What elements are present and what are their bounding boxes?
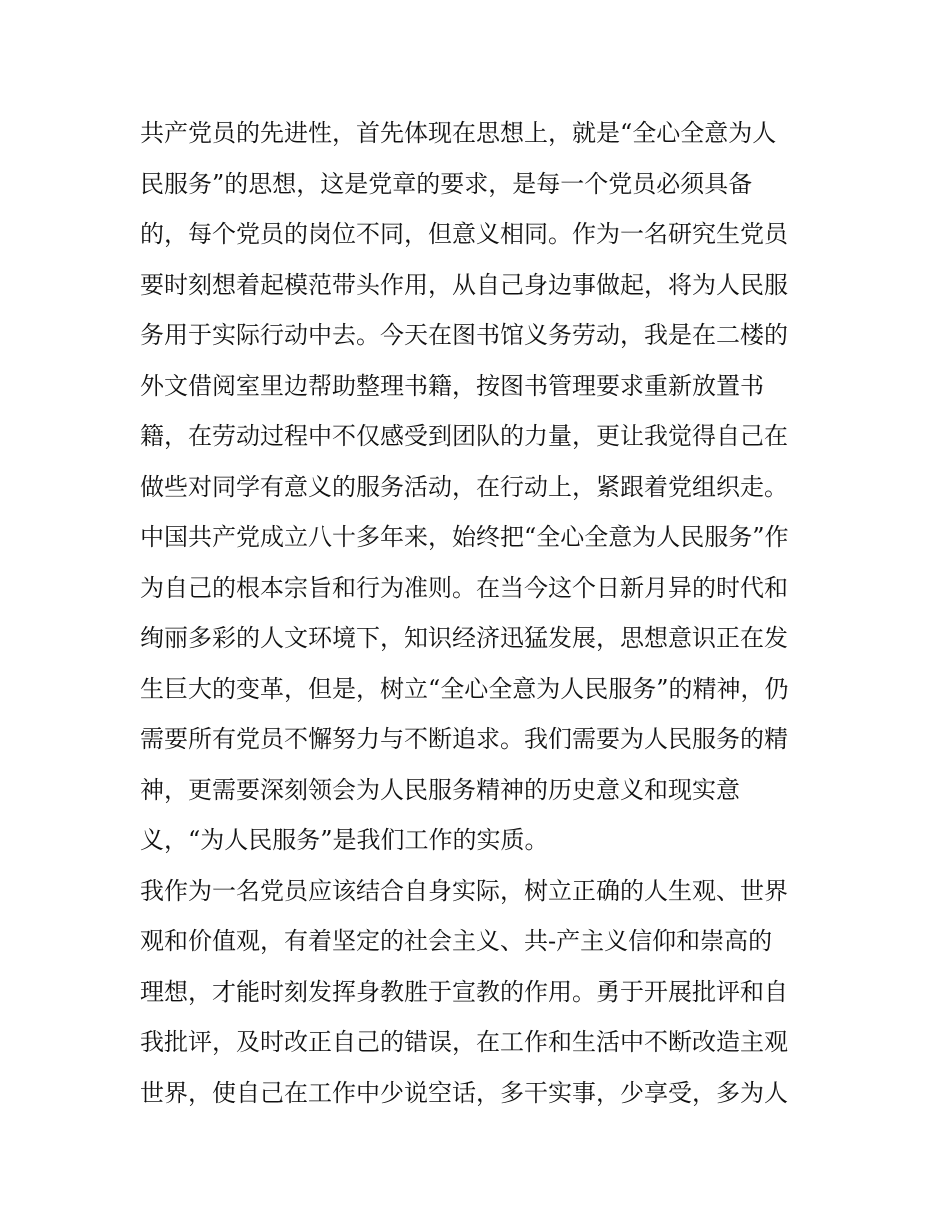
text-line-8: 做些对同学有意义的服务活动，在行动上，紧跟着党组织走。 [140, 472, 788, 501]
text-line-15: 义，“为人民服务”是我们工作的实质。 [140, 826, 549, 854]
text-line-5: 务用于实际行动中去。今天在图书馆义务劳动，我是在二楼的 [140, 321, 788, 349]
text-line-10: 为自己的根本宗旨和行为准则。在当今这个日新月异的时代和 [140, 573, 788, 602]
text-line-12: 生巨大的变革，但是，树立“全心全意为人民服务”的精神，仍 [140, 674, 789, 703]
text-line-4: 要时刻想着起模范带头作用，从自己身边事做起，将为人民服 [140, 270, 788, 299]
body-text [140, 108, 820, 1118]
text-line-18: 理想，才能时刻发挥身教胜于宣教的作用。勇于开展批评和自 [140, 977, 788, 1006]
text-line-20: 世界，使自己在工作中少说空话，多干实事，少享受，多为人 [140, 1078, 788, 1107]
text-line-1: 共产党员的先进性，首先体现在思想上，就是“全心全意为人 [140, 119, 777, 147]
text-line-16: 我作为一名党员应该结合自身实际，树立正确的人生观、世界 [140, 876, 788, 905]
text-line-13: 需要所有党员不懈努力与不断追求。我们需要为人民服务的精 [140, 725, 788, 753]
text-line-14: 神，更需要深刻领会为人民服务精神的历史意义和现实意 [140, 775, 740, 804]
text-line-2: 民服务”的思想，这是党章的要求，是每一个党员必须具备 [140, 169, 753, 198]
text-line-11: 绚丽多彩的人文环境下，知识经济迅猛发展，思想意识正在发 [140, 624, 788, 652]
text-line-3: 的，每个党员的岗位不同，但意义相同。作为一名研究生党员 [140, 220, 788, 248]
text-line-6: 外文借阅室里边帮助整理书籍，按图书管理要求重新放置书 [140, 371, 764, 400]
text-line-19: 我批评，及时改正自己的错误，在工作和生活中不断改造主观 [140, 1028, 788, 1056]
text-line-17: 观和价值观，有着坚定的社会主义、共-产主义信仰和崇高的 [140, 927, 773, 955]
text-line-9: 中国共产党成立八十多年来，始终把“全心全意为人民服务”作 [140, 523, 789, 551]
text-line-7: 籍，在劳动过程中不仅感受到团队的力量，更让我觉得自己在 [140, 422, 788, 450]
